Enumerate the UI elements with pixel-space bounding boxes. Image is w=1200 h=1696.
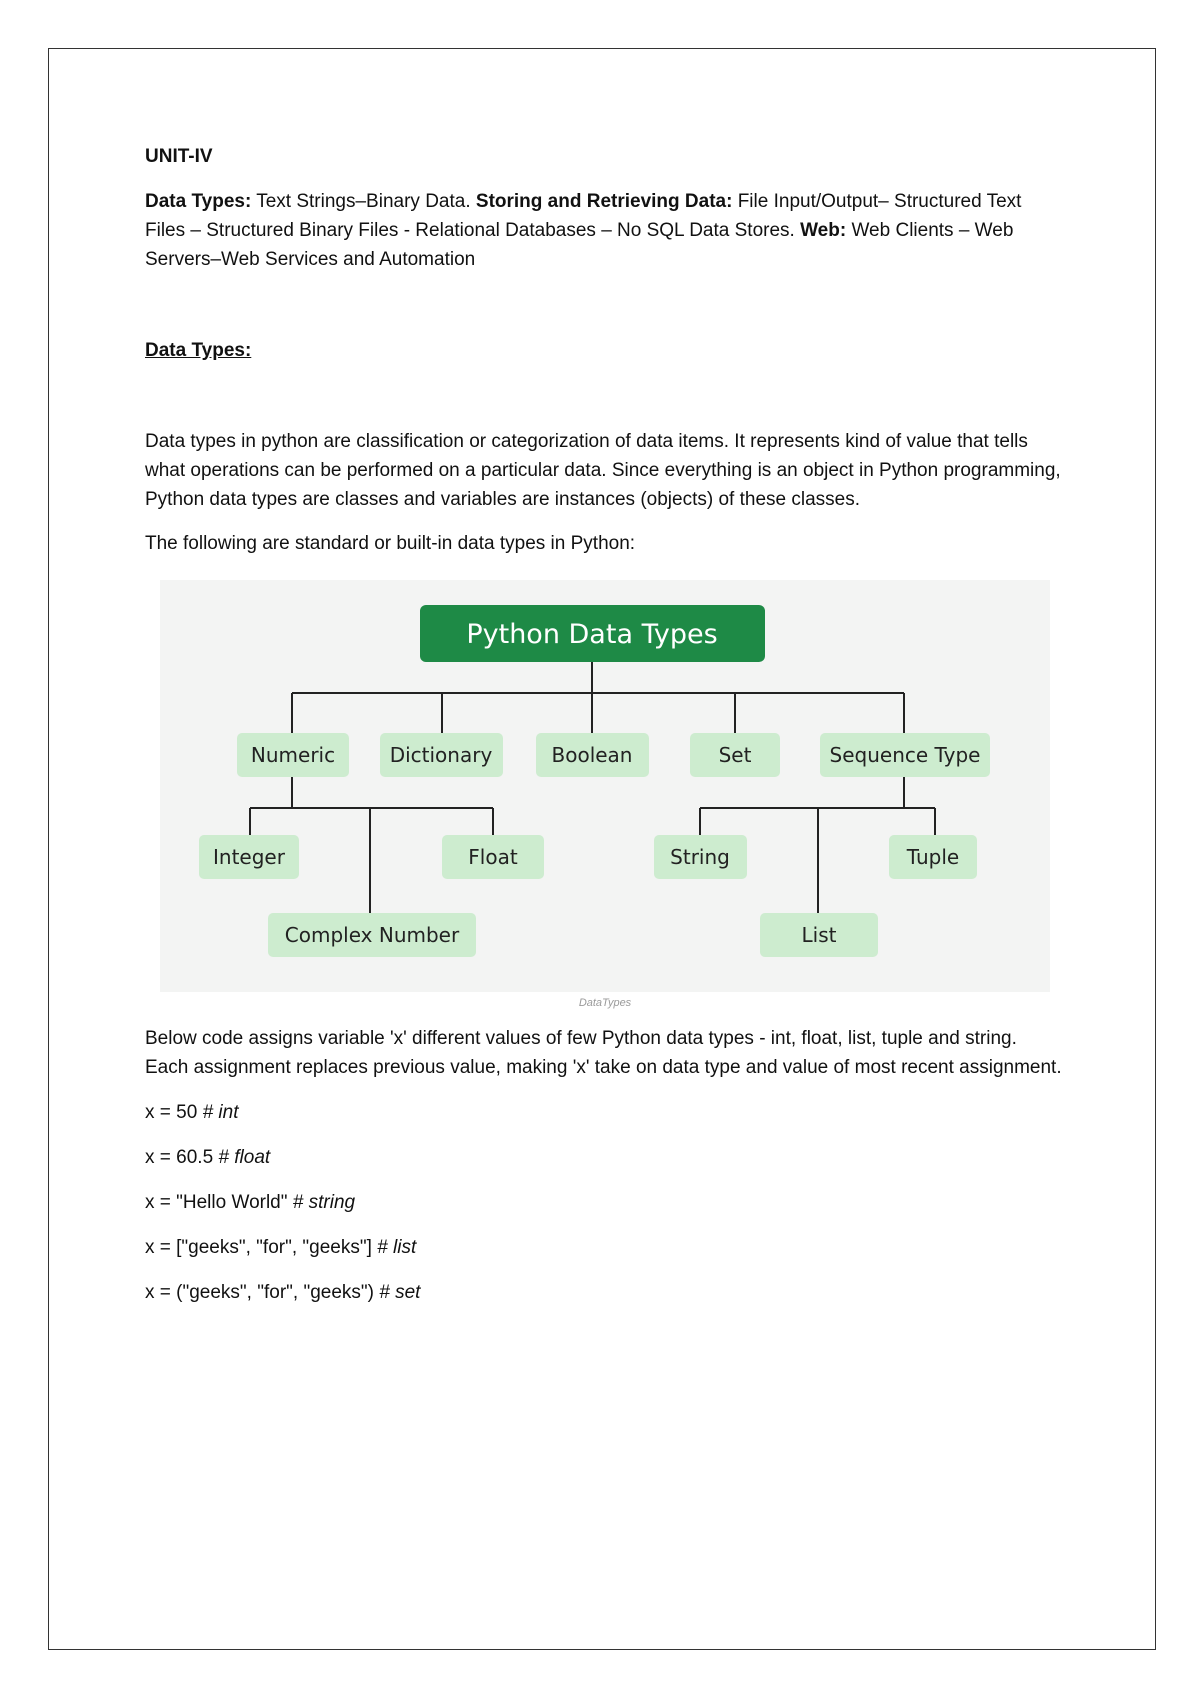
code-text: x = "Hello World" <box>145 1192 293 1213</box>
node-dictionary-label: Dictionary <box>389 743 493 767</box>
syllabus-paragraph <box>145 187 1065 274</box>
code-comment: # set <box>379 1282 421 1303</box>
node-set <box>690 733 780 777</box>
node-boolean-label: Boolean <box>551 743 633 767</box>
node-integer <box>199 835 299 879</box>
diagram-caption: DataTypes <box>578 997 632 1009</box>
node-string <box>654 835 747 879</box>
node-list-label: List <box>801 923 837 947</box>
node-numeric-label: Numeric <box>250 743 336 767</box>
syllabus-label-storing: Storing and Retrieving Data: <box>475 191 733 212</box>
code-text: x = ("geeks", "for", "geeks") <box>145 1282 380 1303</box>
code-comment: # float <box>218 1147 271 1168</box>
syllabus-text-data-types: Text Strings–Binary Data. <box>251 191 476 212</box>
node-tuple <box>889 835 977 879</box>
code-text: x = ["geeks", "for", "geeks"] <box>145 1237 378 1258</box>
syllabus-label-web: Web: <box>800 220 847 241</box>
node-dictionary <box>380 733 503 777</box>
node-complex-label: Complex Number <box>284 923 460 947</box>
node-float <box>442 835 544 879</box>
code-line-float <box>145 1143 1065 1172</box>
syllabus-text-storing: File Input/Output– Structured Text Files – Structured Binary Files - Relational Databases – No SQL Data Stores. <box>145 191 1022 241</box>
syllabus-label-data-types: Data Types: <box>145 191 252 212</box>
node-sequence-type <box>820 733 990 777</box>
node-root <box>420 605 765 662</box>
explain-paragraph: Below code assigns variable 'x' different values of few Python data types - int, float, list, tuple and string. Each assignment replaces previous value, making 'x' take on data type and value of most recent assignment. <box>145 1028 1062 1078</box>
code-line-string <box>145 1188 1065 1217</box>
intro-paragraph: Data types in python are classification or categorization of data items. It represents kind of value that tells what operations can be performed on a particular data. Since everything is an object in Python programming, Python data types are classes and variables are instances (objects) of these classes. <box>145 431 1061 510</box>
code-line-list <box>145 1233 1065 1262</box>
document-body <box>145 142 1065 1307</box>
node-float-label: Float <box>468 845 518 869</box>
code-comment: # list <box>377 1237 417 1258</box>
section-heading: Data Types: <box>145 340 252 361</box>
lead-sentence: The following are standard or built-in data types in Python: <box>145 533 636 554</box>
node-string-label: String <box>670 845 730 869</box>
node-tuple-label: Tuple <box>906 845 960 869</box>
node-complex-number <box>268 913 476 957</box>
data-types-diagram <box>160 580 1050 992</box>
node-set-label: Set <box>718 743 752 767</box>
code-text: x = 50 <box>145 1102 203 1123</box>
node-integer-label: Integer <box>213 845 285 869</box>
diagram-connectors <box>250 662 935 913</box>
node-root-label: Python Data Types <box>466 619 718 650</box>
code-line-int <box>145 1098 1065 1127</box>
syllabus-text-web: Web Clients – Web Servers–Web Services and Automation <box>145 220 1014 270</box>
code-text: x = 60.5 <box>145 1147 219 1168</box>
node-boolean <box>536 733 649 777</box>
node-numeric <box>237 733 349 777</box>
diagram-svg <box>160 580 1050 992</box>
code-line-set <box>145 1278 1065 1307</box>
node-list <box>760 913 878 957</box>
unit-title: UNIT-IV <box>145 146 213 167</box>
code-comment: # int <box>202 1102 239 1123</box>
node-sequence-label: Sequence Type <box>829 743 981 767</box>
code-comment: # string <box>292 1192 356 1213</box>
